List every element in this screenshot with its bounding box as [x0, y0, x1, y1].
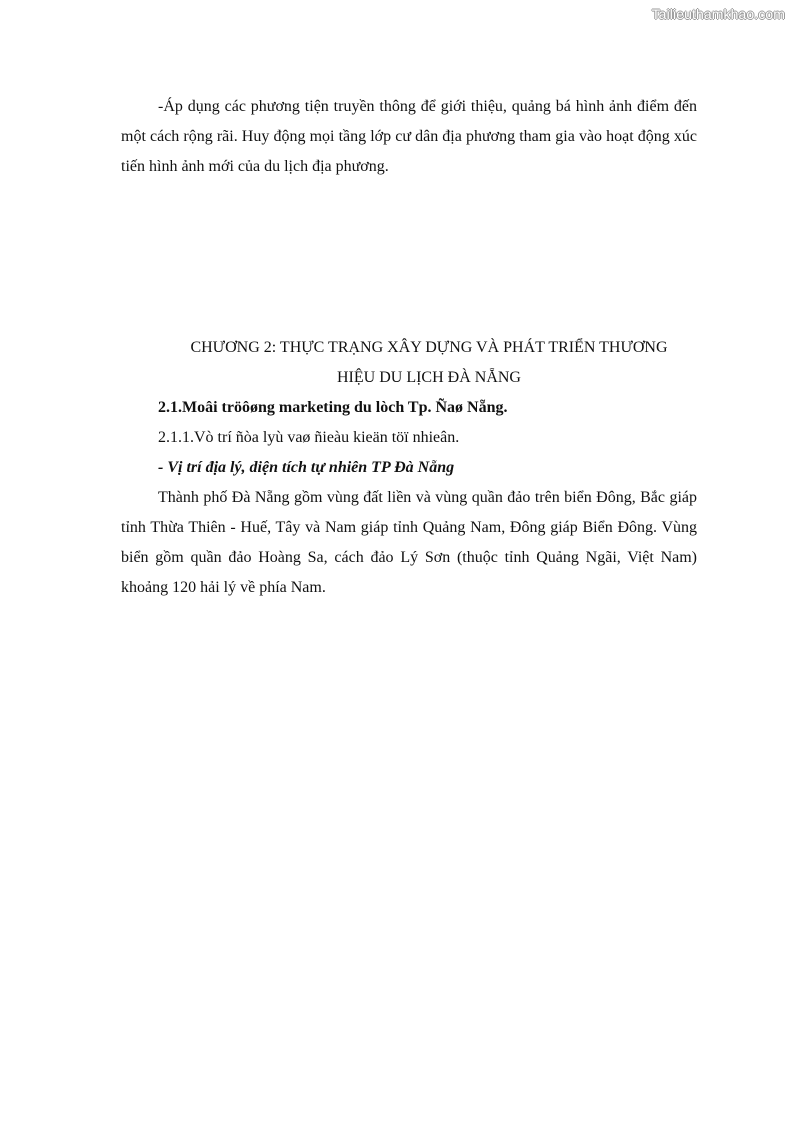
watermark: Tailieuthamkhao.com [651, 6, 785, 22]
item-heading: - Vị trí địa lý, diện tích tự nhiên TP Đà Nẵng [158, 459, 455, 476]
section-heading: 2.1.Moâi tröôøng marketing du lòch Tp. Ñaø Nẵng. [158, 399, 508, 416]
document-page [121, 92, 697, 603]
paragraph-geography: Thành phố Đà Nẵng gồm vùng đất liền và vùng quần đảo trên biển Đông, Bắc giáp tỉnh Thừa Thiên - Huế, Tây và Nam giáp tỉnh Quảng Nam, Đông giáp Biển Đông. Vùng biển gồm quần đảo Hoàng Sa, cách đảo Lý Sơn (thuộc tỉnh Quảng Ngãi, Việt Nam) khoảng 120 hải lý về phía Nam. [121, 489, 697, 596]
chapter-title-line-1: CHƯƠNG 2: THỰC TRẠNG XÂY DỰNG VÀ PHÁT TRIỂN THƯƠNG [190, 339, 668, 356]
paragraph-promotion: -Áp dụng các phương tiện truyền thông để giới thiệu, quảng bá hình ảnh điểm đến một cách rộng rãi. Huy động mọi tầng lớp cư dân địa phương tham gia vào hoạt động xúc tiến hình ảnh mới của du lịch địa phương. [121, 98, 697, 175]
subsection-heading: 2.1.1.Vò trí ñòa lyù vaø ñieàu kieän töï nhieân. [158, 429, 460, 446]
chapter-title-line-2: HIỆU DU LỊCH ĐÀ NẴNG [337, 369, 521, 386]
